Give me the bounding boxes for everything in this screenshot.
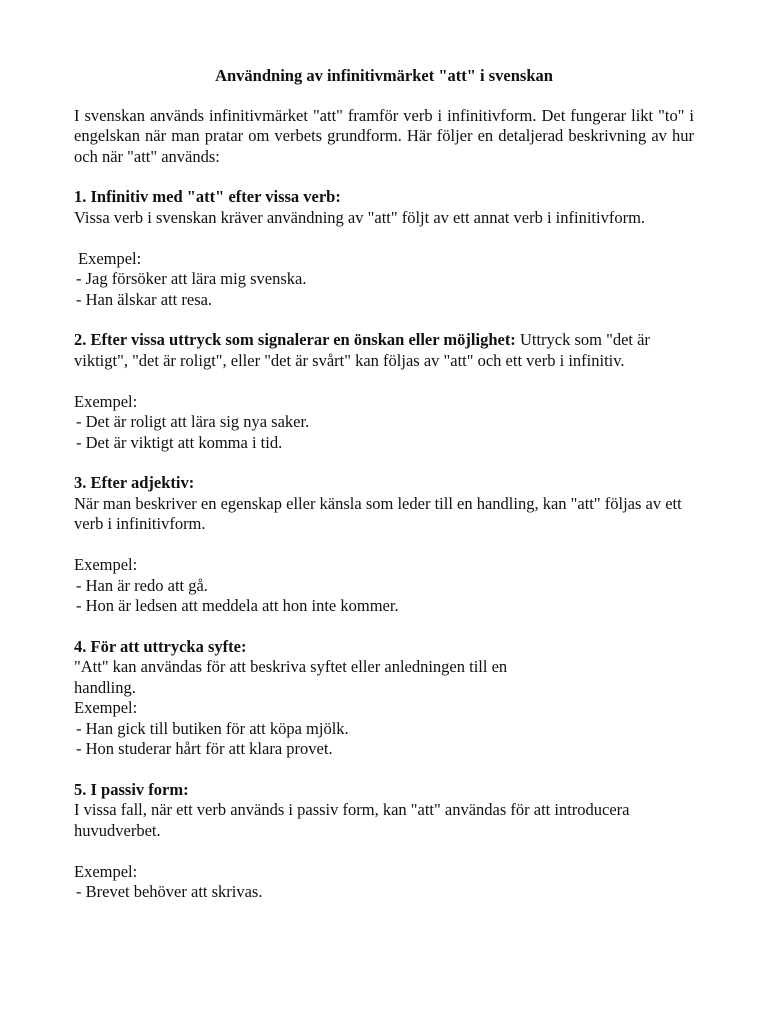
section-body: När man beskriver en egenskap eller känsla som leder till en handling, kan "att" följas av ett verb i infinitivform. <box>74 493 682 533</box>
document-title: Användning av infinitivmärket "att" i svenskan <box>215 66 553 85</box>
example-item: - Brevet behöver att skrivas. <box>76 882 263 901</box>
example-item: - Han är redo att gå. <box>76 575 208 595</box>
section-5 <box>74 780 694 903</box>
section-heading: 4. För att uttrycka syfte: <box>74 636 247 656</box>
example-label: Exempel: <box>74 555 138 574</box>
section-heading: 3. Efter adjektiv: <box>74 473 195 492</box>
spacer <box>74 841 694 862</box>
section-3 <box>74 473 694 617</box>
section-heading: 2. Efter vissa uttryck som signalerar en önskan eller möjlighet: <box>74 330 516 349</box>
example-label: Exempel: <box>74 698 138 717</box>
section-heading: 5. I passiv form: <box>74 779 189 799</box>
spacer <box>74 371 694 392</box>
document-page <box>74 66 694 923</box>
example-item: - Jag försöker att lära mig svenska. <box>76 269 307 288</box>
example-item: - Han gick till butiken för att köpa mjölk. <box>76 718 349 738</box>
example-label: Exempel: <box>74 391 138 411</box>
section-1 <box>74 187 694 310</box>
example-item: - Det är viktigt att komma i tid. <box>76 432 283 452</box>
example-label: Exempel: <box>78 248 142 268</box>
section-body: "Att" kan användas för att beskriva syftet eller anledningen till en handling. <box>74 657 508 697</box>
intro-paragraph: I svenskan används infinitivmärket "att" framför verb i infinitivform. Det fungerar likt "to" i engelskan när man pratar om verbets grundform. Här följer en detaljerad beskrivning av hur och när "att" används: <box>74 105 694 166</box>
spacer <box>74 228 694 249</box>
section-2 <box>74 330 694 453</box>
example-item: - Han älskar att resa. <box>76 289 213 309</box>
section-paragraph <box>74 330 694 371</box>
example-item: - Det är roligt att lära sig nya saker. <box>76 412 310 431</box>
section-body: Vissa verb i svenskan kräver användning av "att" följt av ett annat verb i infinitivform. <box>74 207 646 227</box>
example-item: - Hon studerar hårt för att klara provet. <box>76 739 333 758</box>
spacer <box>74 535 694 556</box>
section-heading: 1. Infinitiv med "att" efter vissa verb: <box>74 187 341 206</box>
example-label: Exempel: <box>74 861 138 881</box>
section-body: Uttryck som "det är viktigt", "det är roligt", eller "det är svårt" kan följas av "att" och ett verb i infinitiv. <box>74 330 650 370</box>
section-body: I vissa fall, när ett verb används i passiv form, kan "att" användas för att introducera huvudverbet. <box>74 800 630 840</box>
example-item: - Hon är ledsen att meddela att hon inte kommer. <box>76 596 399 615</box>
section-4 <box>74 637 694 760</box>
